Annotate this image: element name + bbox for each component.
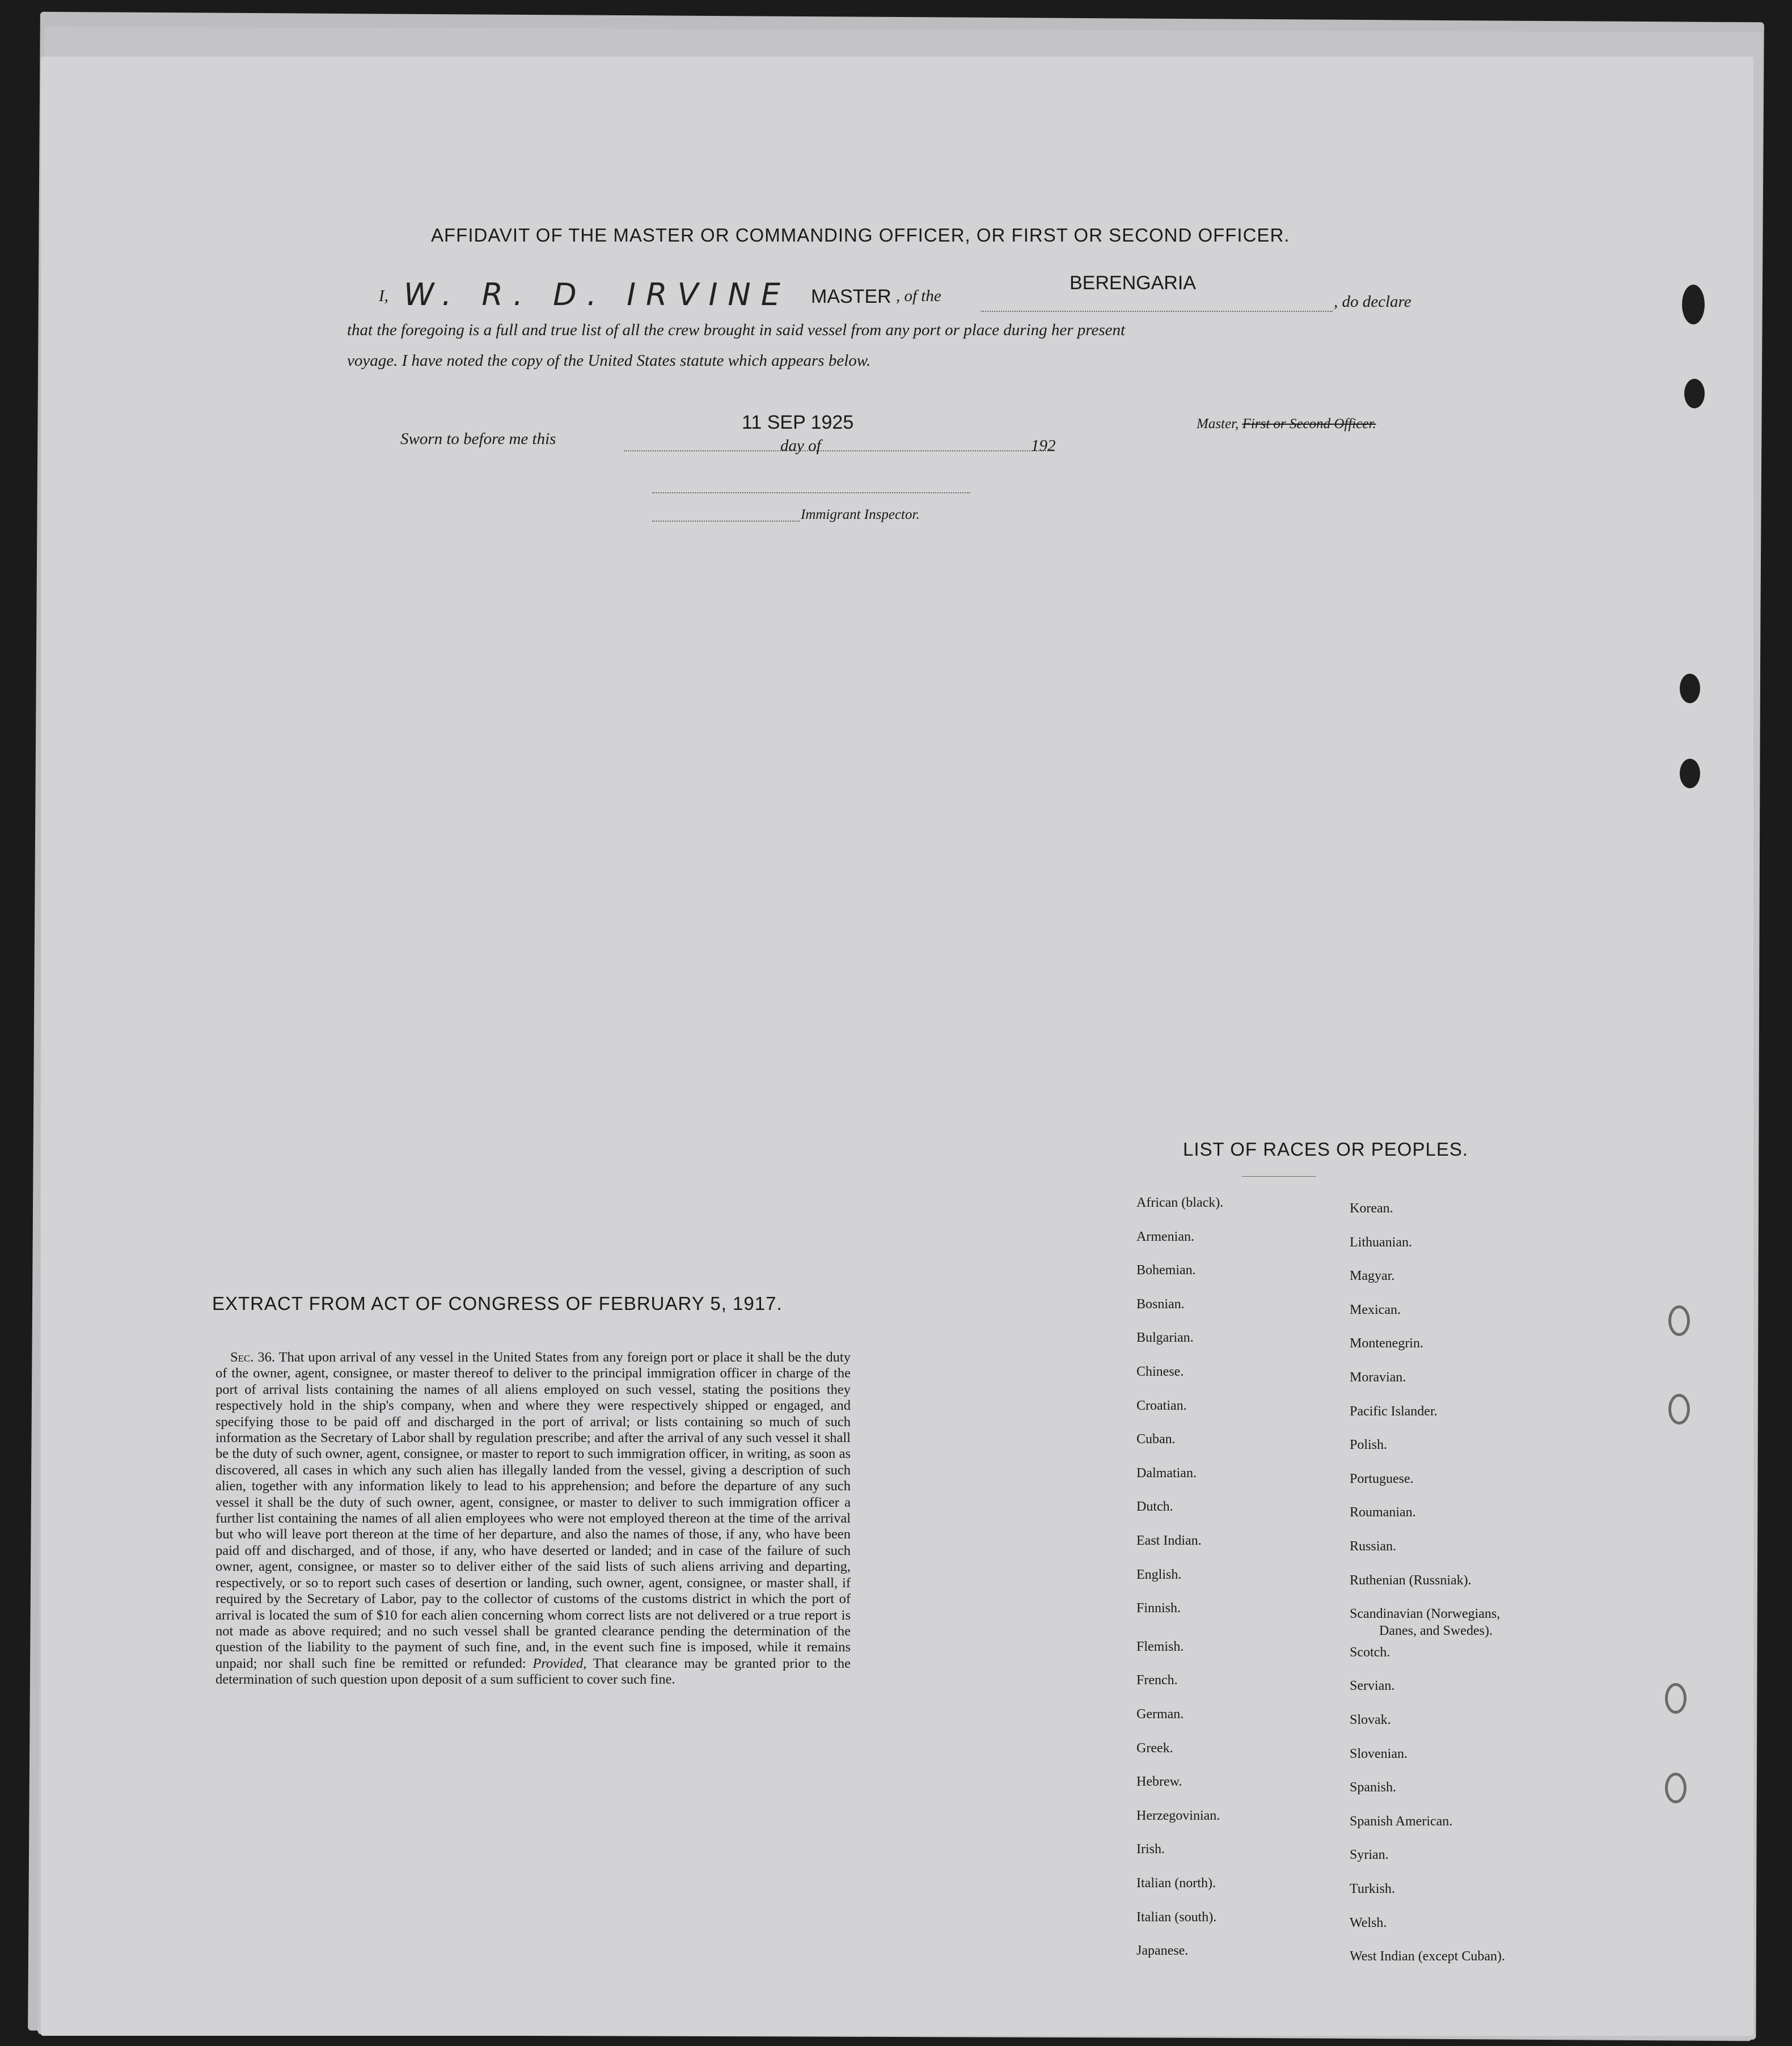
race-item: Irish. (1136, 1842, 1165, 1857)
race-item: French. (1136, 1673, 1178, 1688)
race-item: Japanese. (1136, 1943, 1189, 1959)
affidavit-title: AFFIDAVIT OF THE MASTER OR COMMANDING OFFICER, OR FIRST OR SECOND OFFICER. (431, 225, 1290, 246)
role-struck: First or Second Officer. (1242, 416, 1376, 432)
extract-text-1: That upon arrival of any vessel in the United States from any foreign port or place it shall be the duty of the owner, agent, consignee, or master thereof to deliver to the principal immigration officer in charge of the port of arrival lists containing the names of all aliens employed on such vessel, stating the positions they respectively hold in the ship's company, when and where they were respectively shipped or engaged, and specifying those to be paid off and discharged in the port of arrival; or lists containing so much of such information as the Secretary of Labor shall by regulation prescribe; and after the arrival of any such vessel it shall be the duty of such owner, agent, consignee, or master to report to such immigration officer, in writing, as soon as discovered, all cases in which any such alien has illegally landed from the vessel, giving a description of such alien, together with any information likely to lead to his apprehension; and before the departure of any such vessel it shall be the duty of such owner, agent, consignee, or master to deliver to such immigration officer a further list containing the names of all alien employees who were not employed thereon at the time of the arrival but who will leave port thereon at the time of her departure, and also the names of those, if any, who have been paid off and discharged, and of those, if any, who have deserted or landed; and in case of the failure of such owner, agent, consignee, or master so to deliver either of the said lists of such aliens arriving and departing, respectively, or so to report such cases of desertion or landing, such owner, agent, consignee, or master shall, if required by the Secretary of Labor, pay to the collector of customs of the customs district in which the port of arrival is located the sum of $10 for each alien concerning whom correct lists are not delivered or a true report is not made as above required; and no such vessel shall be granted clearance pending the determination of the question of the liability to the payment of such fine, and, in the event such fine is imposed, while it remains unpaid; nor shall such fine be remitted or refunded: (215, 1350, 851, 1671)
affidavit-line-3: voyage. I have noted the copy of the United States statute which appears below. (347, 352, 871, 370)
manifest-sheet (41, 57, 1753, 2036)
binder-hole (1682, 285, 1705, 324)
race-item: Danes, and Swedes). (1379, 1624, 1493, 1639)
race-item: Pacific Islander. (1350, 1404, 1438, 1419)
race-item: Flemish. (1136, 1639, 1184, 1654)
races-title-rule (1242, 1176, 1316, 1177)
race-item: German. (1136, 1707, 1184, 1722)
race-item: Polish. (1350, 1438, 1388, 1453)
race-item: Turkish. (1350, 1882, 1395, 1896)
race-item: Portuguese. (1350, 1471, 1414, 1486)
race-item: Ruthenian (Russniak). (1350, 1572, 1472, 1588)
race-item: Bulgarian. (1136, 1330, 1194, 1346)
binder-hole (1668, 1394, 1690, 1424)
race-item: Korean. (1350, 1201, 1393, 1216)
affidavit-prefix: I, (379, 287, 388, 305)
race-item: Slovak. (1350, 1713, 1391, 1727)
inspector-label: Immigrant Inspector. (801, 507, 920, 522)
year-label: 192 (1031, 437, 1056, 455)
race-item: Moravian. (1350, 1370, 1406, 1385)
race-item: Bohemian. (1136, 1263, 1196, 1278)
race-item: Herzegovinian. (1136, 1808, 1220, 1823)
inspector-label-line (652, 521, 800, 522)
race-item: Slovenian. (1350, 1746, 1408, 1761)
race-item: African (black). (1136, 1195, 1224, 1210)
race-item: Russian. (1350, 1539, 1397, 1554)
race-item: Syrian. (1350, 1848, 1389, 1863)
binder-hole (1665, 1683, 1687, 1714)
binder-hole (1680, 759, 1700, 788)
race-item: Cuban. (1136, 1432, 1176, 1447)
race-item: Dutch. (1136, 1499, 1173, 1515)
race-item: Scotch. (1350, 1645, 1391, 1660)
day-of-label: day of (780, 437, 821, 455)
race-item: East Indian. (1136, 1533, 1202, 1548)
race-item: Spanish American. (1350, 1813, 1453, 1829)
race-item: English. (1136, 1567, 1182, 1582)
race-item: Bosnian. (1136, 1296, 1185, 1312)
race-item: Croatian. (1136, 1398, 1187, 1413)
race-item: Italian (north). (1136, 1876, 1216, 1891)
race-item: Finnish. (1136, 1601, 1181, 1616)
binder-hole (1665, 1773, 1687, 1803)
extract-body (215, 1350, 851, 1688)
sworn-label: Sworn to before me this (400, 430, 556, 448)
of-the-label: , of the (896, 287, 941, 305)
race-item: Italian (south). (1136, 1909, 1217, 1925)
binder-hole (1680, 674, 1700, 703)
race-item: Lithuanian. (1350, 1235, 1412, 1250)
race-item: Chinese. (1136, 1364, 1184, 1379)
role-master: Master, (1197, 416, 1239, 432)
race-item: Roumanian. (1350, 1505, 1416, 1520)
race-item: Magyar. (1350, 1269, 1395, 1284)
master-name-handwritten: W. R. D. IRVINE (404, 277, 791, 312)
race-item: Armenian. (1136, 1229, 1194, 1244)
vessel-name: BERENGARIA (1070, 272, 1196, 294)
master-stamp: MASTER (811, 286, 891, 307)
extract-title: EXTRACT FROM ACT OF CONGRESS OF FEBRUARY 5, 1917. (212, 1293, 783, 1314)
race-item: Spanish. (1350, 1780, 1397, 1795)
extract-text-2: That clearance may be granted prior to the determination of such question upon deposit of a sum sufficient to cover such fine. (215, 1655, 851, 1688)
bleed-through-text (233, 163, 243, 191)
section-label: Sec. 36. (230, 1350, 276, 1365)
race-item: Welsh. (1350, 1915, 1387, 1930)
date-stamp: 11 SEP 1925 (742, 412, 854, 433)
race-item: Scandinavian (Norwegians, (1350, 1607, 1501, 1622)
race-item: Montenegrin. (1350, 1336, 1423, 1351)
vessel-name-line (981, 311, 1333, 312)
races-title: LIST OF RACES OR PEOPLES. (1183, 1139, 1469, 1160)
race-item: Hebrew. (1136, 1774, 1182, 1790)
affidavit-line-2: that the foregoing is a full and true list of all the crew brought in said vessel from any port or place during her present (347, 321, 1126, 339)
binder-hole (1668, 1305, 1690, 1336)
signature-role (1197, 416, 1376, 432)
race-item: Greek. (1136, 1740, 1173, 1756)
race-item: Servian. (1350, 1679, 1395, 1694)
provided-word: Provided, (532, 1655, 587, 1671)
race-item: Dalmatian. (1136, 1465, 1197, 1481)
sworn-date-line (624, 450, 1055, 451)
race-item: Mexican. (1350, 1302, 1401, 1317)
inspector-signature-line (652, 492, 970, 493)
binder-hole (1684, 379, 1705, 408)
race-item: West Indian (except Cuban). (1350, 1949, 1505, 1964)
do-declare-label: , do declare (1334, 293, 1411, 311)
